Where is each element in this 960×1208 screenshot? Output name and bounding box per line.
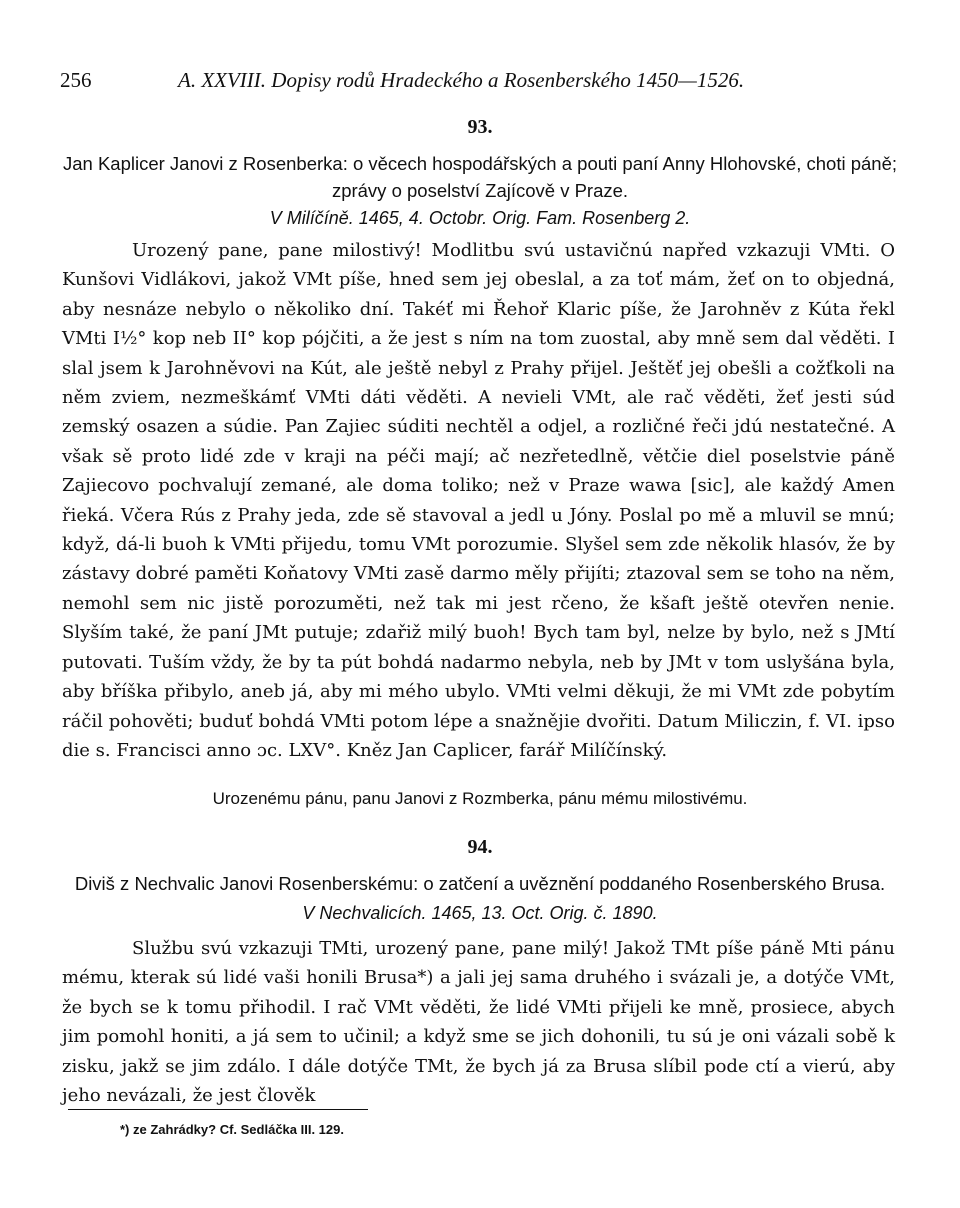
letter-signature-93: Kněz Jan Caplicer, farář Milíčínský. xyxy=(346,739,668,761)
letter-body-93-text: Urozený pane, pane milostivý! Modlitbu svú ustavičnú napřed vzkazuji VMti. O Kunšovi Vidlákovi, jakož VMt píše, hned sem jej obeslal, a za toť mám, žeť on to objedná, aby nesnáze nebylo o několiko dní. Takéť mi Řehoř Klaric píše, že Jarohněv z Kúta řekl VMti I½° kop neb II° kop pójčiti, a že jest s ním na tom zuostal, aby mně sem dal věděti. I slal jsem k Jarohněvovi na Kút, ale ještě nebyl z Prahy přijel. Ještěť jej obešli a cožťkoli na něm zviem, nezmeškámť VMti dáti věděti. A nevieli VMt, ale rač věděti, žeť jesti súd zemský osazen a súdie. Pan Zajiec súditi nechtěl a odjel, a rozličné řeči jdú nestatečné. A však sě proto lidé zde v kraji na péči mají; ač nezřetedlně, větčie diel poselstvie páně Zajiecovo pochvalují zemané, ale doma toliko; než v Praze wawa [sic], ale každý Amen řieká. Včera Rús z Prahy jeda, zde sě stavoval a jedl u Jóny. Poslal po mě a mluvil se mnú; když, dá-li buoh k VMti přijedu, tomu VMt porozumie. Slyšel sem zde několik hlasóv, že by zástavy dobré paměti Koňatovy VMti zasě darmo měly přijíti; ztazoval sem se toho na něm, nemohl sem nic jistě porozuměti, než tak mi jest rčeno, že kšaft ještě otevřen nenie. Slyším také, že paní JMt putuje; zdařiž milý buoh! Bych tam byl, nelze by bylo, než s JMtí putovati. Tuším vždy, že by ta pút bohdá nadarmo nebyla, neb by JMt v tom uslyšána byla, aby bříška přibylo, aneb já, aby mi mého ubylo. VMti velmi děkuji, že mi VMt zde pobytím ráčil pohověti; buduť bohdá VMti potom lépe a snažnějie dvořiti. Datum Miliczin, f. VI. ipso die s. Francisci anno ɔc. LXV°. xyxy=(62,240,895,761)
letter-summary-93: Jan Kaplicer Janovi z Rosenberka: o věcech hospodářských a pouti paní Anny Hlohovské, choti páně; zprávy o poselství Zajícově v Praze. xyxy=(62,153,898,201)
letter-number-93: 93. xyxy=(467,116,493,138)
running-title: A. XXVIII. Dopisy rodů Hradeckého a Rosenberského 1450—1526. xyxy=(178,68,745,92)
page-number: 256 xyxy=(60,68,92,92)
letter-number-94: 94. xyxy=(467,836,493,858)
footnote: *) ze Zahrádky? Cf. Sedláčka III. 129. xyxy=(120,1122,344,1137)
letter-body-94: Službu svú vzkazuji TMti, urozený pane, pane milý! Jakož TMt píše páně Mti pánu mému, kterak sú lidé vaši honili Brusa*) a jali jej sama druhého i svázali je, a dotýče VMt, že bych se k tomu přihodil. I rač VMt věděti, že lidé VMti přijeli ke mně, prosiece, abych jim pomohl honiti, a já sem to učinil; a když sme se jich dohonili, tu sú je oni vázali sobě k zisku, jakž se jim zdálo. I dále dotýče TMt, že bych já za Brusa slíbil pode ctí a vierú, aby jeho nevázali, že jest člověk xyxy=(62,938,895,1107)
letter-dateline-93: V Milíčíně. 1465, 4. Octobr. Orig. Fam. Rosenberg 2. xyxy=(269,208,691,228)
letter-body-93 xyxy=(62,236,895,765)
letter-summary-94: Diviš z Nechvalic Janovi Rosenberskému: o zatčení a uvěznění poddaného Rosenberského Brusa. xyxy=(74,873,886,894)
footnote-rule xyxy=(68,1109,368,1110)
letter-dateline-94: V Nechvalicích. 1465, 13. Oct. Orig. č. 1890. xyxy=(302,903,658,923)
letter-address-93: Urozenému pánu, panu Janovi z Rozmberka, pánu mému milostivému. xyxy=(212,789,748,808)
